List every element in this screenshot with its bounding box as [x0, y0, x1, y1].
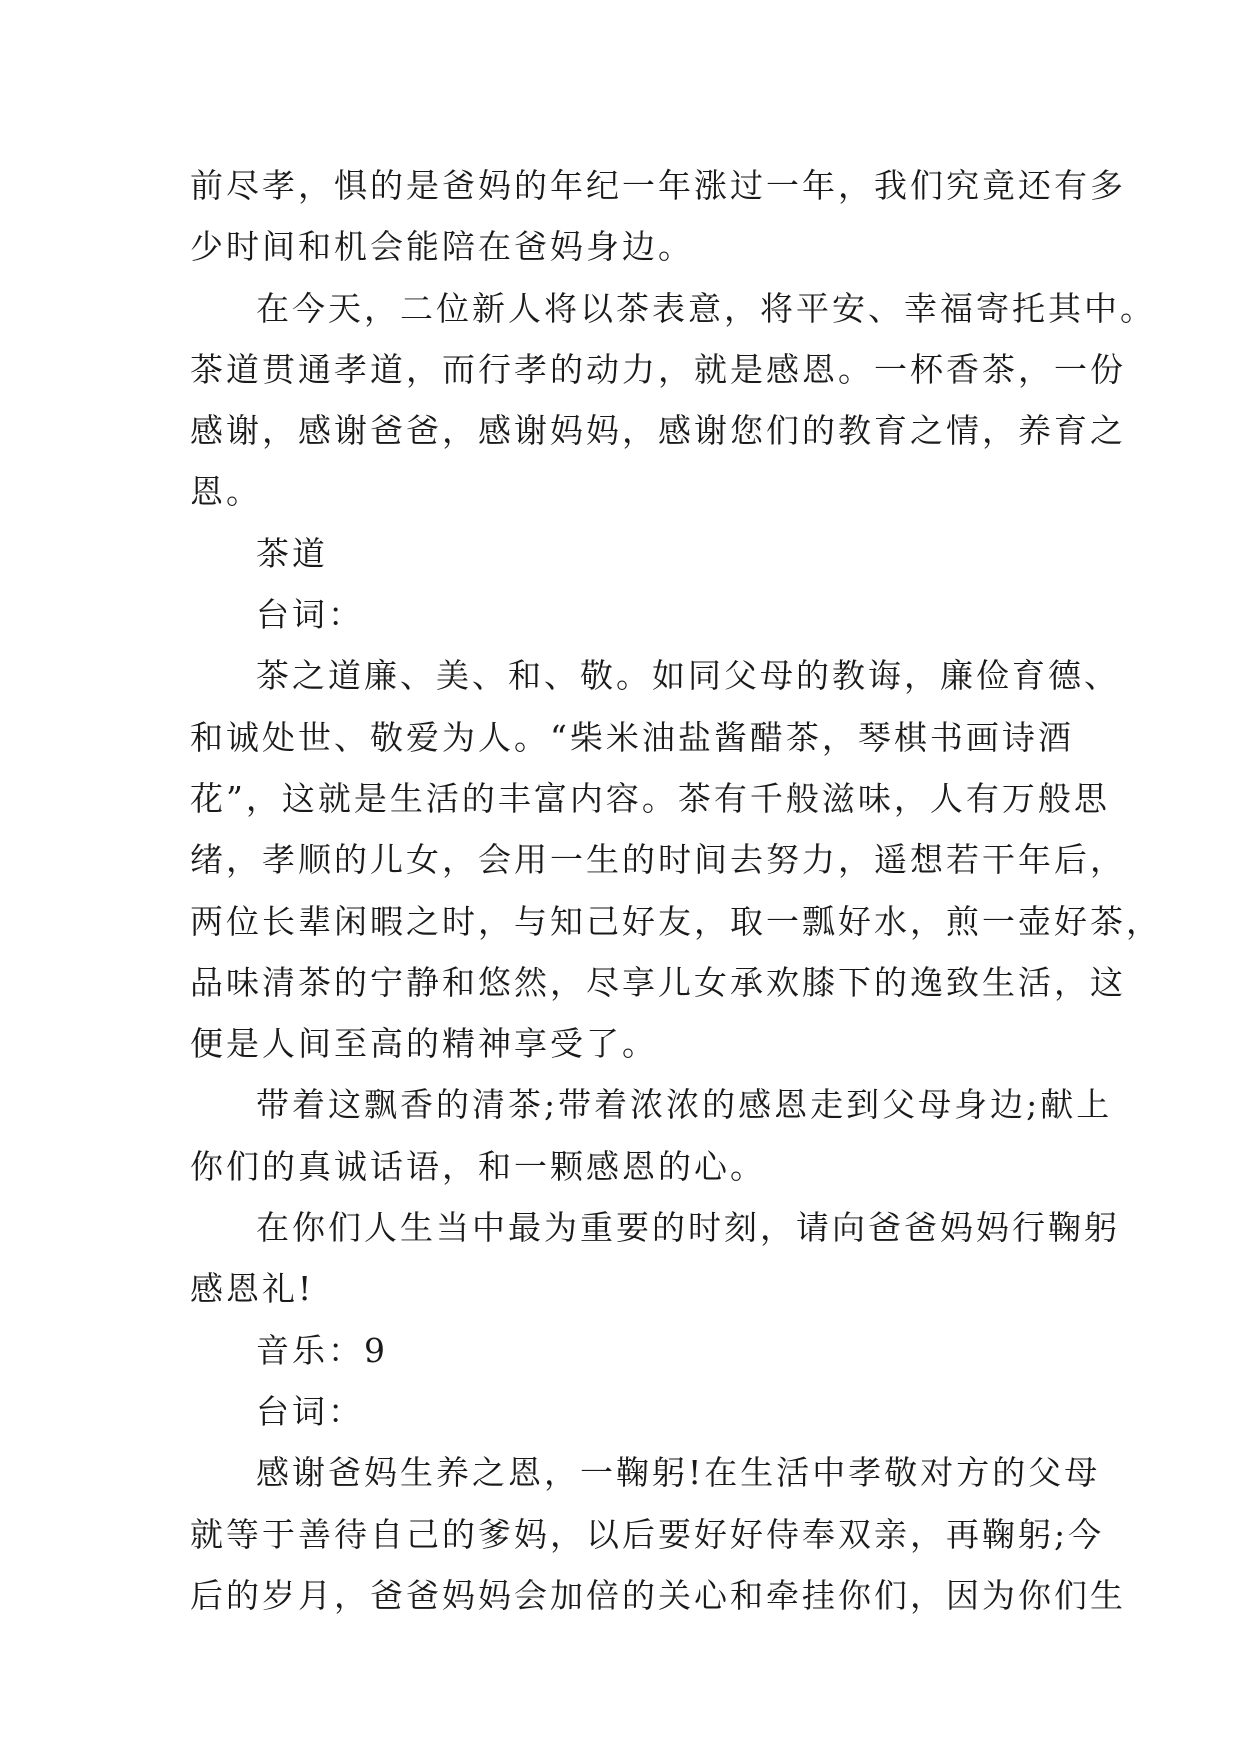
text-line: 台词：	[256, 1391, 364, 1431]
paragraph	[190, 645, 1162, 1074]
paragraph	[190, 278, 1156, 523]
text-line: 茶道	[256, 533, 328, 573]
text-line: 音乐：9	[256, 1330, 388, 1370]
text-line: 后的岁月，爸爸妈妈会加倍的关心和牵挂你们，因为你们生	[190, 1575, 1126, 1615]
text-line: 感谢爸妈生养之恩，一鞠躬!在生活中孝敬对方的父母	[256, 1453, 1101, 1493]
paragraph	[190, 1442, 1126, 1626]
paragraph	[190, 155, 1126, 278]
text-line: 少时间和机会能陪在爸妈身边。	[190, 227, 694, 267]
text-line: 在你们人生当中最为重要的时刻，请向爸爸妈妈行鞠躬	[256, 1208, 1120, 1248]
text-line: 台词：	[256, 595, 364, 635]
section-heading	[190, 523, 1070, 584]
text-line: 感恩礼!	[190, 1269, 315, 1309]
text-line: 茶道贯通孝道，而行孝的动力，就是感恩。一杯香茶，一份	[190, 349, 1126, 389]
music-label	[190, 1320, 1070, 1381]
text-line: 带着这飘香的清茶;带着浓浓的感恩走到父母身边;献上	[256, 1085, 1113, 1125]
document-body	[190, 155, 1162, 1626]
text-line: 绪，孝顺的儿女，会用一生的时间去努力，遥想若干年后，	[190, 840, 1126, 880]
text-line: 和诚处世、敬爱为人。“柴米油盐酱醋茶，琴棋书画诗酒	[190, 717, 1074, 757]
text-line: 花”，这就是生活的丰富内容。茶有千般滋味，人有万般思	[190, 778, 1110, 818]
text-line: 便是人间至高的精神享受了。	[190, 1024, 658, 1064]
text-line: 感谢，感谢爸爸，感谢妈妈，感谢您们的教育之情，养育之	[190, 411, 1126, 451]
text-line: 在今天，二位新人将以茶表意，将平安、幸福寄托其中。	[256, 288, 1156, 328]
text-line: 就等于善待自己的爹妈，以后要好好侍奉双亲，再鞠躬;今	[190, 1514, 1105, 1554]
text-line: 品味清茶的宁静和悠然，尽享儿女承欢膝下的逸致生活，这	[190, 962, 1126, 1002]
dialogue-label	[190, 1381, 1070, 1442]
text-line: 前尽孝，惧的是爸妈的年纪一年涨过一年，我们究竟还有多	[190, 166, 1126, 205]
text-line: 你们的真诚话语，和一颗感恩的心。	[190, 1146, 766, 1186]
paragraph	[190, 1197, 1120, 1320]
text-line: 恩。	[190, 472, 262, 512]
text-line: 两位长辈闲暇之时，与知己好友，取一瓢好水，煎一壶好茶，	[190, 901, 1162, 941]
dialogue-label	[190, 584, 1070, 645]
paragraph	[190, 1074, 1113, 1197]
text-line: 茶之道廉、美、和、敬。如同父母的教诲，廉俭育德、	[256, 656, 1120, 696]
